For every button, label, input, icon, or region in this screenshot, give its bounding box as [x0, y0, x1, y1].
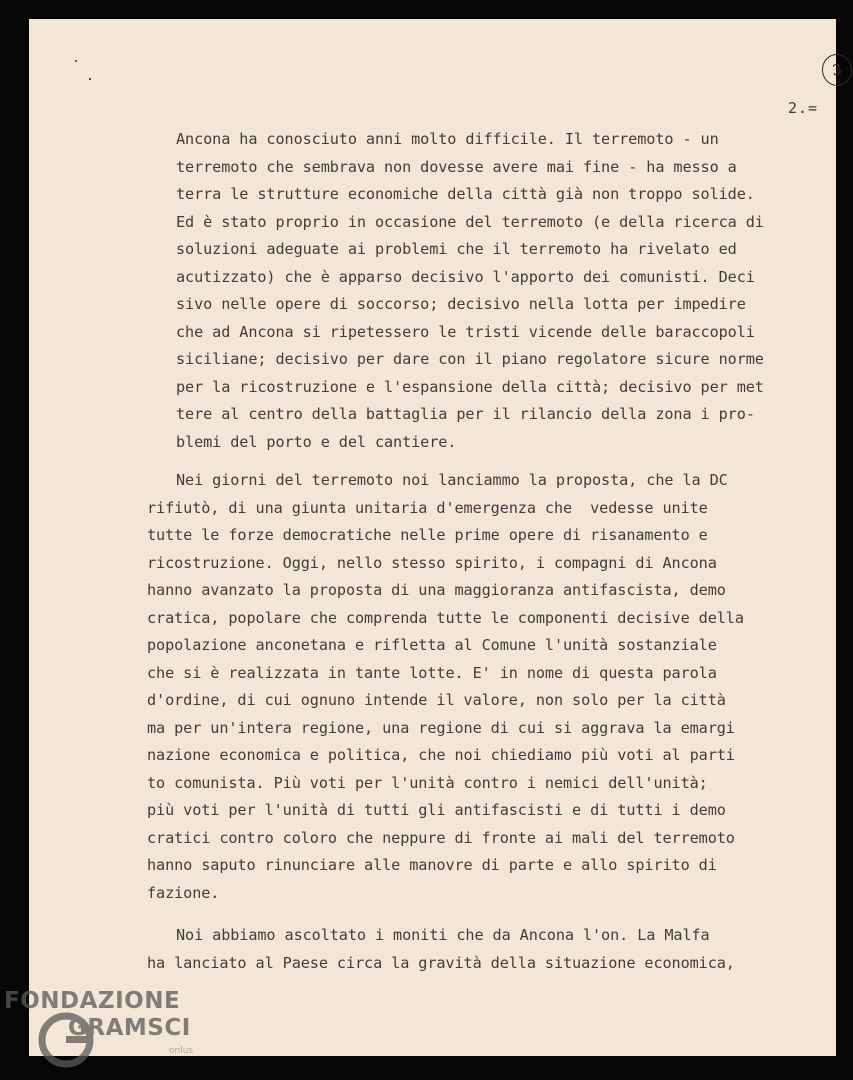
text-line: ricostruzione. Oggi, nello stesso spirito, i compagni di Ancona [147, 553, 717, 572]
text-line: Nei giorni del terremoto noi lanciammo la proposta, che la DC [176, 471, 728, 489]
text-line: d'ordine, di cui ognuno intende il valore, non solo per la città [147, 691, 726, 709]
paper-speck [75, 60, 77, 62]
watermark-line-1: FONDAZIONE [4, 988, 181, 1014]
text-line: sivo nelle opere di soccorso; decisivo nella lotta per impedire [176, 295, 746, 313]
paragraph-3 [147, 922, 817, 977]
text-line: per la ricostruzione e l'espansione della città; decisivo per met [176, 377, 764, 396]
paper-speck [89, 78, 91, 80]
text-line: tere al centro della battaglia per il rilancio della zona i pro- [176, 405, 755, 423]
paragraph-1 [176, 126, 816, 456]
text-line: cratici contro coloro che neppure di fronte ai mali del terremoto [147, 828, 735, 847]
text-line: Ed è stato proprio in occasione del terremoto (e della ricerca di [176, 212, 764, 231]
text-line: nazione economica e politica, che noi chiediamo più voti al parti [147, 746, 735, 764]
folio-number-mark: 3 [820, 52, 853, 88]
text-line: ha lanciato al Paese circa la gravità della situazione economica, [147, 953, 735, 972]
text-line: che si è realizzata in tante lotte. E' in nome di questa parola [147, 663, 717, 682]
text-line: popolazione anconetana e rifletta al Comune l'unità sostanziale [147, 636, 717, 654]
text-line: to comunista. Più voti per l'unità contro i nemici dell'unità; [147, 773, 708, 792]
text-line: che ad Ancona si ripetessero le tristi vicende delle baraccopoli [176, 322, 755, 341]
text-line: soluzioni adeguate ai problemi che il terremoto ha rivelato ed [176, 240, 737, 258]
text-line: ma per un'intera regione, una regione di cui si aggrava la emargi [147, 718, 735, 737]
text-line: hanno avanzato la proposta di una maggioranza antifascista, demo [147, 581, 726, 599]
fondazione-gramsci-watermark [4, 988, 214, 1068]
text-line: terra le strutture economiche della città già non troppo solide. [176, 185, 755, 203]
paragraph-2 [147, 467, 817, 907]
text-line: fazione. [147, 883, 220, 902]
text-line: siciliane; decisivo per dare con il piano regolatore sicure norme [176, 350, 764, 368]
text-line: cratica, popolare che comprenda tutte le componenti decisive della [147, 608, 744, 627]
text-line: tutte le forze democratiche nelle prime opere di risanamento e [147, 526, 708, 544]
text-line: più voti per l'unità di tutti gli antifascisti e di tutti i demo [147, 801, 726, 819]
text-line: rifiutò, di una giunta unitaria d'emergenza che vedesse unite [147, 498, 708, 517]
watermark-sub: onlus [169, 1046, 194, 1056]
text-line: acutizzato) che è apparso decisivo l'apporto dei comunisti. Deci [176, 267, 755, 286]
watermark-line-2: GRAMSCI [68, 1015, 191, 1041]
text-line: terremoto che sembrava non dovesse avere mai fine - ha messo a [176, 157, 737, 176]
text-line: hanno saputo rinunciare alle manovre di parte e allo spirito di [147, 856, 717, 874]
text-line: Noi abbiamo ascoltato i moniti che da Ancona l'on. La Malfa [176, 926, 710, 944]
text-line: Ancona ha conosciuto anni molto difficile. Il terremoto - un [176, 130, 719, 148]
page-number: 2.= [788, 99, 819, 117]
text-line: blemi del porto e del cantiere. [176, 432, 457, 451]
